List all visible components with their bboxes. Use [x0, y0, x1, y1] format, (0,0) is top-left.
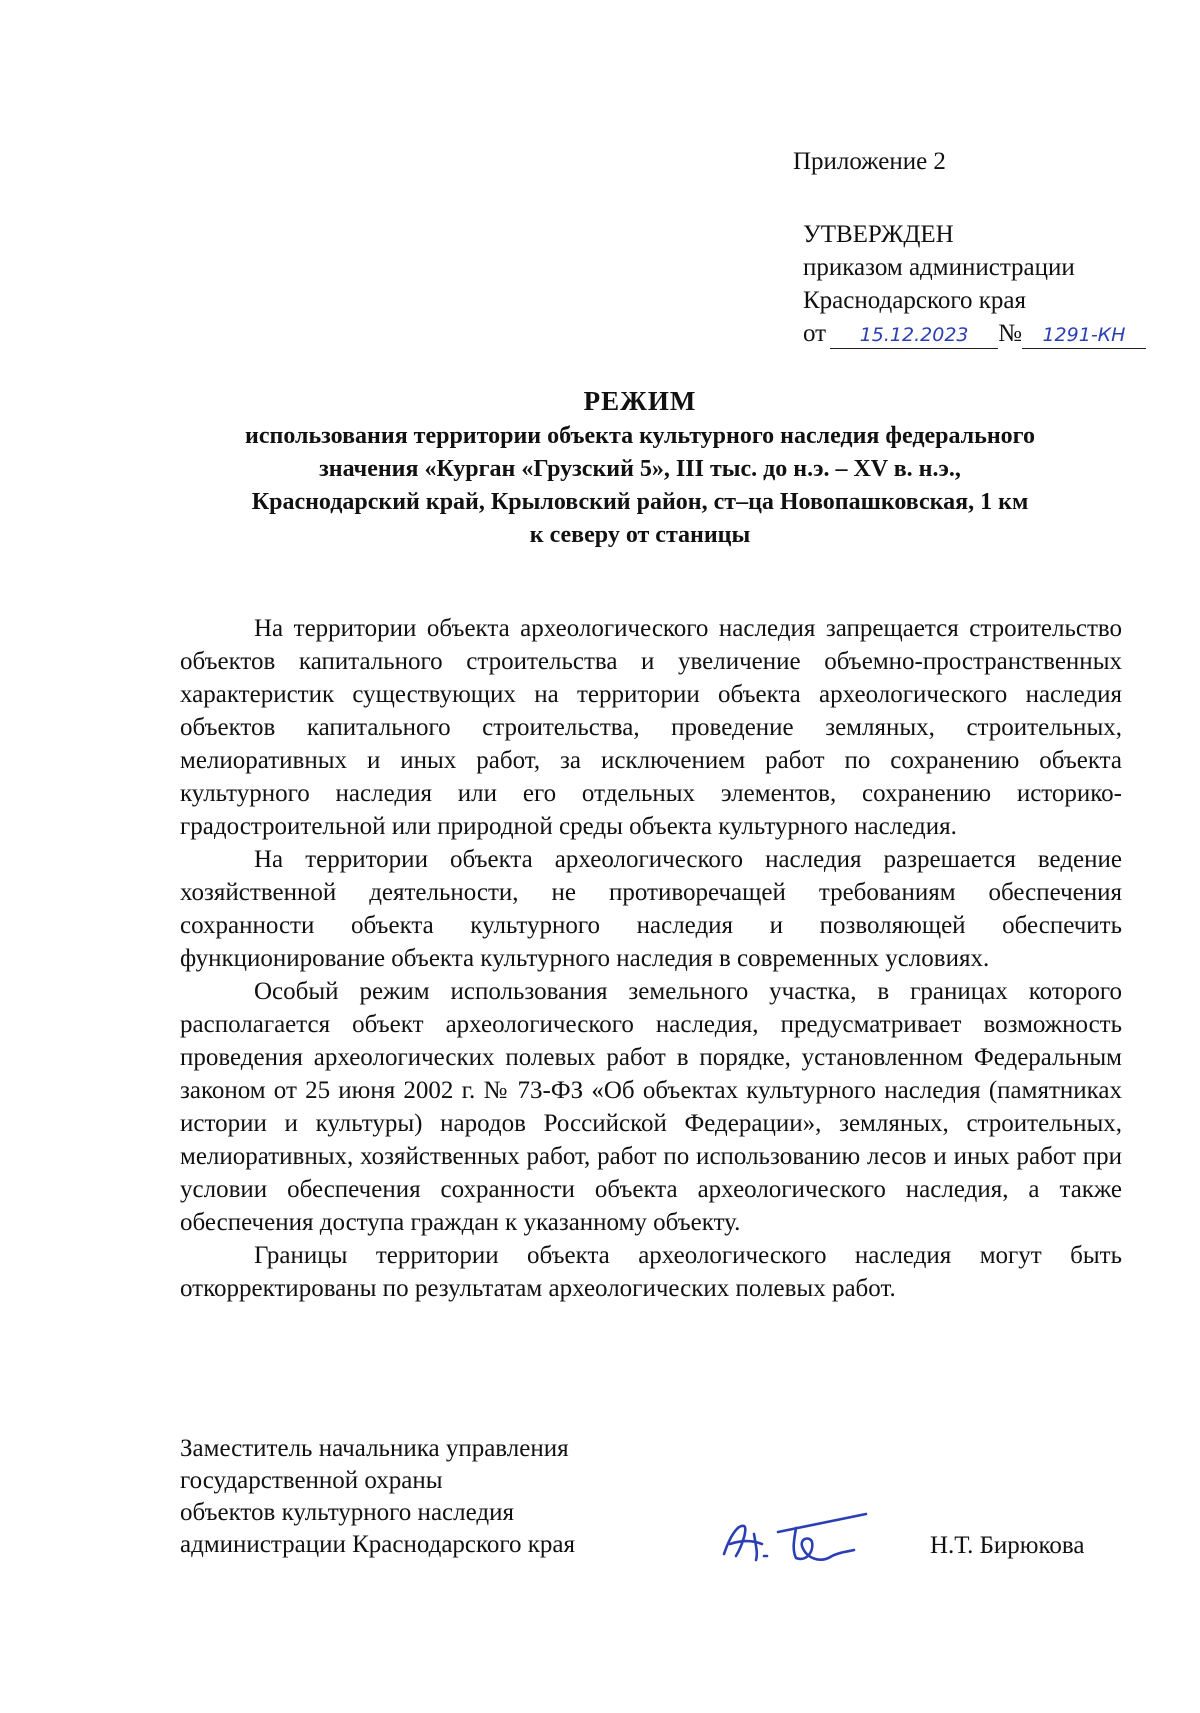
signer-name: Н.Т. Бирюкова: [930, 1532, 1085, 1559]
subtitle-line-4: к северу от станицы: [529, 522, 751, 548]
position-line-3: объектов культурного наследия: [180, 1499, 514, 1526]
paragraph-special-regime: Особый режим использования земельного участка, в границах которого располагается объект археологического наследия, предусматривает возможность проведения археологических полевых работ в порядке, установленном Федеральным законом от 25 июня 2002 г. № 73-ФЗ «Об объектах культурного наследия (памятниках истории и культуры) народов Российской Федерации», земляных, строительных, мелиоративных, хозяйственных работ, работ по использованию лесов и иных работ при условии обеспечения сохранности объекта археологического наследия, а также обеспечения доступа граждан к указанному объекту.: [180, 978, 1122, 1236]
approval-block: [803, 218, 1146, 350]
approved-by-line-2: Краснодарского края: [803, 287, 1026, 314]
document-title-block: [140, 384, 1140, 552]
signatory-position: [180, 1433, 575, 1561]
approved-title: УТВЕРЖДЕН: [803, 221, 954, 248]
subtitle-line-3: Краснодарский край, Крыловский район, ст–ца Новопашковская, 1 км: [251, 489, 1029, 515]
subtitle-line-2: значения «Курган «Грузский 5», III тыс. до н.э. – XV в. н.э.,: [319, 456, 961, 482]
position-line-4: администрации Краснодарского края: [180, 1531, 576, 1558]
order-number-handwritten: 1291-КН: [1022, 322, 1146, 349]
approved-by-line-1: приказом администрации: [803, 254, 1075, 281]
order-date-handwritten: 15.12.2023: [830, 322, 998, 349]
paragraph-boundaries: Границы территории объекта археологического наследия могут быть откорректированы по результатам археологических полевых работ.: [180, 1242, 1122, 1302]
position-line-2: государственной охраны: [180, 1467, 443, 1494]
handwritten-signature: [716, 1506, 876, 1576]
subtitle-line-1: использования территории объекта культурного наследия федерального: [245, 423, 1035, 449]
paragraph-prohibitions: На территории объекта археологического наследия запрещается строительство объектов капитального строительства и увеличение объемно-пространственных характеристик существующих на территории объекта археологического наследия объектов капитального строительства, проведение земляных, строительных, мелиоративных и иных работ, за исключением работ по сохранению объекта культурного наследия или его отдельных элементов, сохранению историко-градостроительной или природной среды объекта культурного наследия.: [180, 615, 1122, 840]
document-body: [180, 612, 1122, 1305]
appendix-label: Приложение 2: [793, 148, 946, 175]
date-prefix: от: [803, 320, 827, 347]
order-date-number: [803, 317, 1146, 350]
document-title: РЕЖИМ: [583, 386, 697, 416]
number-prefix: №: [998, 320, 1022, 347]
paragraph-permitted-activity: На территории объекта археологического наследия разрешается ведение хозяйственной деятельности, не противоречащей требованиям обеспечения сохранности объекта культурного наследия и позволяющей обеспечить функционирование объекта культурного наследия в современных условиях.: [180, 846, 1122, 972]
document-subtitle: [140, 420, 1140, 552]
position-line-1: Заместитель начальника управления: [180, 1435, 569, 1462]
